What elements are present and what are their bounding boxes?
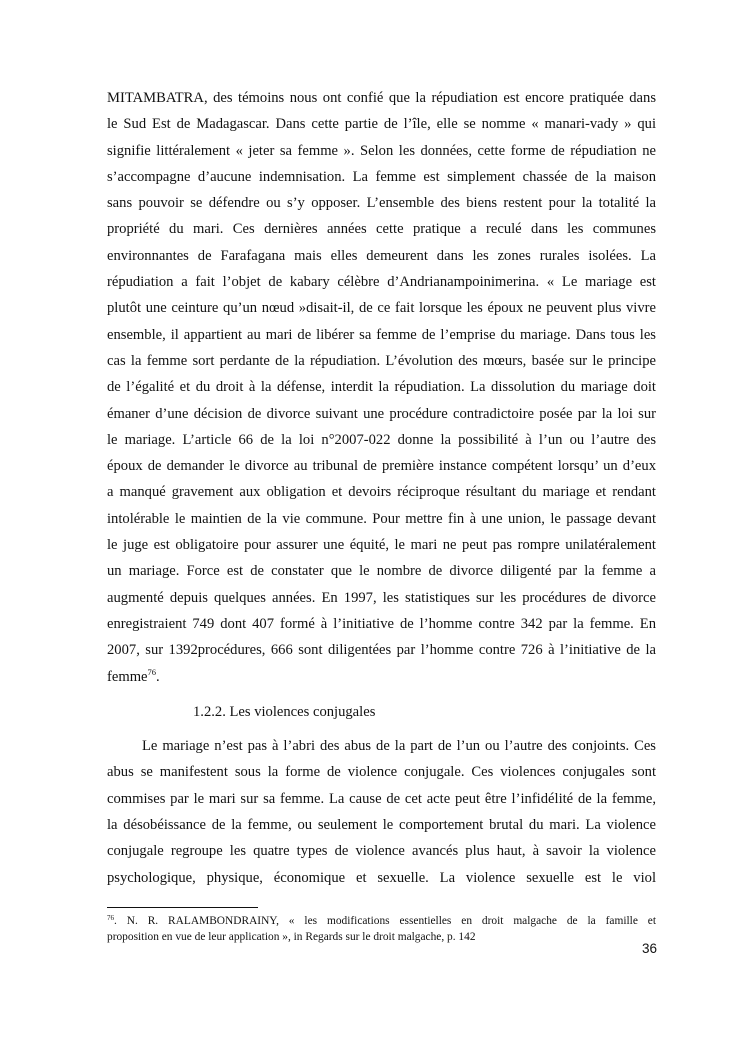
footnote-line [107,913,656,929]
text-line: ensemble, il appartient au mari de libérer sa femme de l’emprise du mariage. Dans tous les [107,326,656,343]
paragraph-repudiation [107,85,656,690]
text-line: sans pouvoir se défendre ou s’y opposer. L’ensemble des biens restent pour la totalité la [107,195,656,212]
text-line: époux de demander le divorce au tribunal de première instance compétent lorsqu’ un d’eux [107,458,656,475]
text-line: répudiation a fait l’objet de kabary célèbre d’Andrianampoinimerina. « Le mariage est [107,274,656,291]
page-number: 36 [641,941,657,956]
text-line: 2007, sur 1392procédures, 666 sont diligentées par l’homme contre 726 à l’initiative de la [107,642,656,659]
last-line-text: femme [107,668,148,685]
section-heading: 1.2.2. Les violences conjugales [193,703,376,720]
footnote-line-text: . N. R. RALAMBONDRAINY, « les modifications essentielles en droit malgache de la famille et [114,915,656,927]
text-line: intolérable le maintien de la vie commune. Pour mettre fin à une union, le passage devant [107,510,656,527]
text-line: le juge est obligatoire pour assurer une équité, le mari ne peut pas rompre unilatéralement [107,537,656,554]
text-line: enregistraient 749 dont 407 formé à l’initiative de l’homme contre 342 par la femme. En [107,615,656,632]
text-line: environnantes de Farafagana mais elles demeurent dans les zones rurales isolées. La [107,247,656,264]
text-line: MITAMBATRA, des témoins nous ont confié que la répudiation est encore pratiquée dans [107,90,656,106]
footnote-reference[interactable]: 76 [147,666,157,677]
footnote-line: proposition en vue de leur application », in Regards sur le droit malgache, p. 142 [107,931,476,943]
text-line: le mariage. L’article 66 de la loi n°2007-022 donne la possibilité à l’un ou l’autre des [107,431,656,448]
text-line: signifie littéralement « jeter sa femme ». Selon les données, cette forme de répudiation ne [107,142,656,159]
text-line: plutôt une ceinture qu’un nœud »disait-il, de ce fait lorsque les époux ne peuvent plus vivre [107,300,656,317]
text-line: a manqué gravement aux obligation et devoirs réciproque résultant du mariage et rendant [107,484,656,501]
text-line: émaner d’une décision de divorce suivant une procédure contradictoire posée par la loi sur [107,405,656,422]
text-line: un mariage. Force est de constater que le nombre de divorce diligenté par la femme a [107,563,656,580]
text-line: Le mariage n’est pas à l’abri des abus de la part de l’un ou l’autre des conjoints. Ces [142,738,656,755]
text-line: de l’égalité et du droit à la défense, interdit la répudiation. La dissolution du mariage doit [107,379,656,396]
text-line: s’accompagne d’aucune indemnisation. La femme est simplement chassée de la maison [107,168,656,185]
text-line: abus se manifestent sous la forme de violence conjugale. Ces violences conjugales sont [107,764,656,781]
text-line: augmenté depuis quelques années. En 1997, les statistiques sur les procédures de divorce [107,589,656,606]
text-line-last [107,664,656,690]
text-line: conjugale regroupe les quatre types de violence avancés plus haut, à savoir la violence [107,843,656,860]
footnote [107,913,656,945]
last-line-end: . [156,668,160,685]
body-text [107,85,656,891]
text-line: le Sud Est de Madagascar. Dans cette partie de l’île, elle se nomme « manari-vady » qui [107,116,656,133]
text-line: cas la femme sort perdante de la répudiation. L’évolution des mœurs, basée sur le principe [107,352,656,369]
text-line: psychologique, physique, économique et sexuelle. La violence sexuelle est le viol [107,869,656,886]
paragraph-violences [107,733,656,891]
text-line: la désobéissance de la femme, ou seulement le comportement brutal du mari. La violence [107,817,656,834]
footnote-separator [107,907,258,908]
footnote-number: 76 [107,914,114,922]
text-line: commises par le mari sur sa femme. La cause de cet acte peut être l’infidélité de la femme, [107,790,656,807]
text-line: propriété du mari. Ces dernières années cette pratique a reculé dans les communes [107,221,656,238]
